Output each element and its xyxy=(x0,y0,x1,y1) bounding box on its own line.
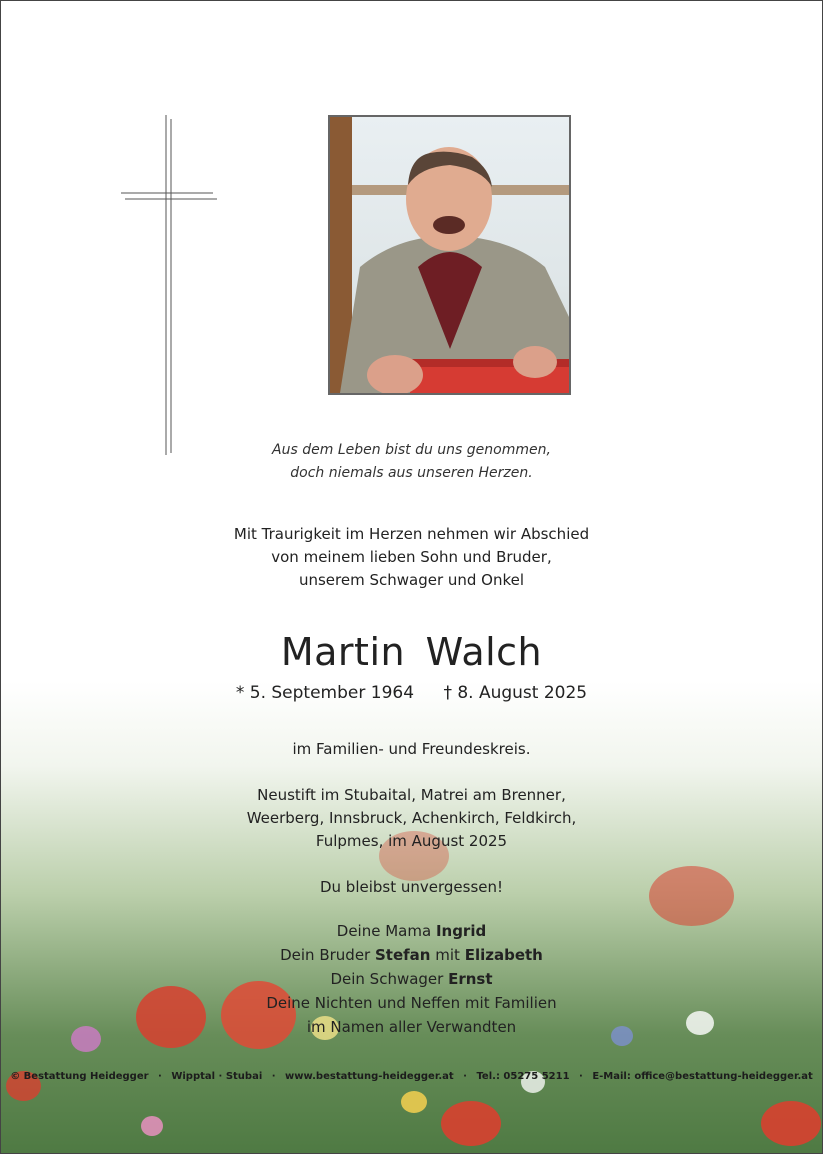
family-circle-note: im Familien- und Freundeskreis. xyxy=(292,740,531,758)
mourner-name: Ernst xyxy=(448,970,493,988)
quote-line: doch niemals aus unseren Herzen. xyxy=(290,465,533,481)
mourner-relatives: im Namen aller Verwandten xyxy=(306,1018,517,1036)
cross-icon xyxy=(121,115,217,455)
footer-region: Wipptal · Stubai xyxy=(171,1071,263,1082)
unforgettable-line: Du bleibst unvergessen! xyxy=(319,878,504,896)
footer-separator: · xyxy=(271,1071,276,1082)
farewell-intro xyxy=(1,523,822,592)
quote-line: Aus dem Leben bist du uns genommen, xyxy=(272,442,551,458)
footer-separator: · xyxy=(463,1071,467,1082)
poppy-flower xyxy=(761,1101,821,1146)
poppy-flower xyxy=(441,1101,501,1146)
places-line: Neustift im Stubaital, Matrei am Brenner, xyxy=(257,786,566,804)
life-dates xyxy=(1,682,822,704)
portrait-illustration xyxy=(330,117,569,393)
mourner-prefix: Deine Mama xyxy=(336,922,432,940)
mourner-name: Stefan xyxy=(375,946,431,964)
intro-line: von meinem lieben Sohn und Bruder, xyxy=(271,548,552,566)
footer-company: © Bestattung Heidegger xyxy=(10,1071,149,1082)
footer-email-link[interactable]: E-Mail: office@bestattung-heidegger.at xyxy=(592,1071,813,1082)
footer-separator: · xyxy=(579,1071,583,1082)
mourner-brother-in-law xyxy=(1,967,822,991)
mourner-connector: mit xyxy=(435,946,460,964)
footer-phone: Tel.: 05275 5211 xyxy=(476,1071,570,1082)
intro-line: unserem Schwager und Onkel xyxy=(298,571,525,589)
birth-date: * 5. September 1964 xyxy=(235,683,415,703)
mourner-prefix: Dein Bruder xyxy=(280,946,371,964)
mourner-nieces-nephews: Deine Nichten und Neffen mit Familien xyxy=(266,994,557,1012)
memorial-quote xyxy=(1,439,822,485)
funeral-home-footer xyxy=(1,1071,822,1082)
portrait-photo xyxy=(328,115,571,395)
mourner-mama xyxy=(1,919,822,943)
places-line: Fulpmes, im August 2025 xyxy=(315,832,508,850)
places-line: Weerberg, Innsbruck, Achenkirch, Feldkirch, xyxy=(246,809,577,827)
mourner-prefix: Dein Schwager xyxy=(330,970,444,988)
mourners-list xyxy=(1,919,822,1039)
death-date: † 8. August 2025 xyxy=(443,683,588,703)
wildflower xyxy=(141,1116,163,1136)
mourner-brother xyxy=(1,943,822,967)
mourner-name: Elizabeth xyxy=(464,946,543,964)
footer-website-link[interactable]: www.bestattung-heidegger.at xyxy=(285,1071,454,1082)
deceased-name: Martin Walch xyxy=(280,630,543,674)
places-and-date xyxy=(1,784,822,853)
intro-line: Mit Traurigkeit im Herzen nehmen wir Abschied xyxy=(233,525,590,543)
footer-separator: · xyxy=(158,1071,162,1082)
mourner-name: Ingrid xyxy=(435,922,487,940)
wildflower xyxy=(401,1091,427,1113)
